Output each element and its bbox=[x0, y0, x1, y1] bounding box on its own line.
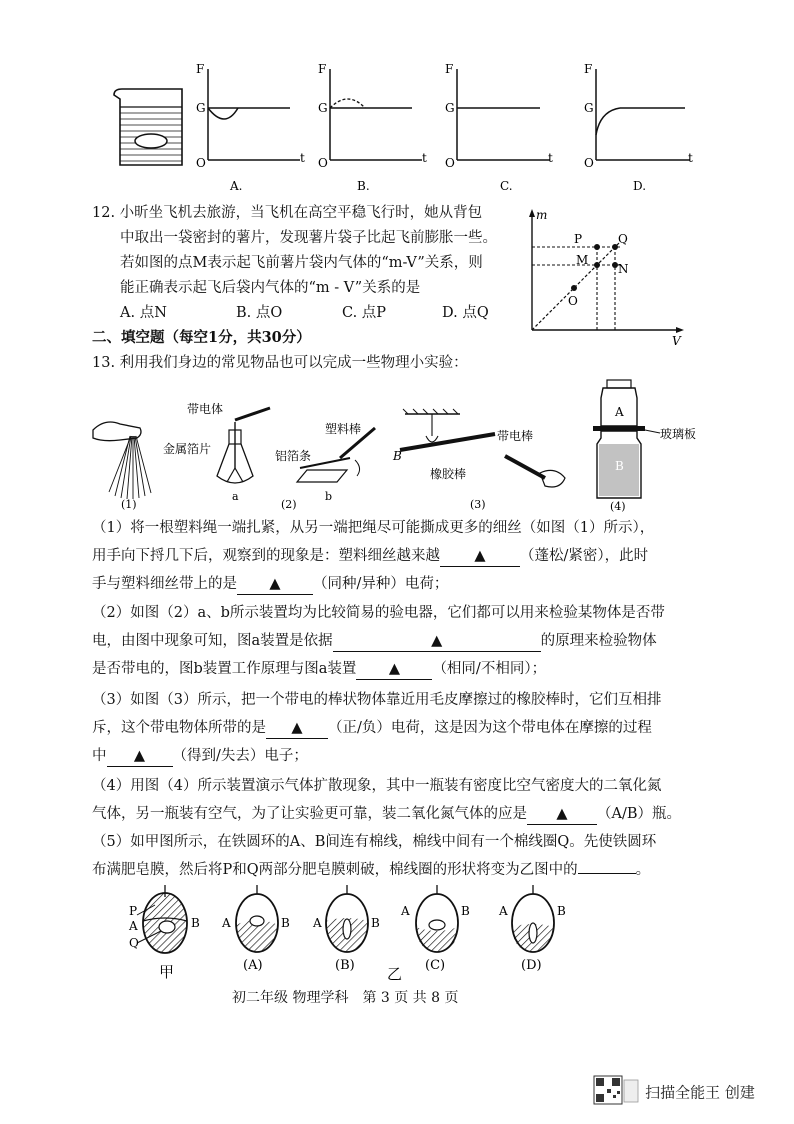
answer-blank[interactable]: ▲ bbox=[237, 574, 313, 595]
ring-option-d bbox=[498, 885, 566, 973]
q13-intro: 13. 利用我们身边的常见物品也可以完成一些物理小实验： bbox=[92, 355, 468, 371]
svg-text:B: B bbox=[191, 916, 200, 930]
svg-text:金属箔片: 金属箔片 bbox=[163, 442, 212, 456]
q12-line3: 若如图的点M表示起飞前薯片袋内气体的“m-V”关系，则 bbox=[120, 255, 483, 271]
svg-text:塑料棒: 塑料棒 bbox=[325, 422, 362, 436]
q13-figures bbox=[85, 378, 697, 513]
graph-d bbox=[584, 62, 693, 170]
fig1-plastic-strands bbox=[93, 422, 151, 511]
q13-p3-l2: 斥，这个带电物体所带的是 ▲ （正/负）电荷，这是因为这个带电体在摩擦的过程 bbox=[92, 718, 652, 739]
svg-text:t: t bbox=[548, 151, 553, 165]
svg-text:B: B bbox=[393, 449, 402, 463]
ring-jia bbox=[128, 885, 200, 981]
fig2a-electroscope bbox=[163, 401, 270, 503]
svg-text:(B): (B) bbox=[335, 958, 355, 973]
q13-p4-l2: 气体，另一瓶装有空气，为了让实验更可靠，装二氧化氮气体的应是 ▲ （A/B）瓶。 bbox=[92, 804, 681, 825]
q12-option-d: D. 点Q bbox=[442, 305, 489, 321]
graph-label-c: C. bbox=[500, 179, 513, 193]
svg-text:M: M bbox=[576, 253, 589, 267]
q12-option-b: B. 点O bbox=[236, 305, 283, 321]
ring-yi-label: 乙 bbox=[387, 965, 403, 983]
svg-text:t: t bbox=[300, 151, 305, 165]
beaker-figure bbox=[114, 89, 182, 165]
svg-text:B: B bbox=[461, 904, 470, 918]
svg-text:P: P bbox=[574, 232, 583, 246]
q12-option-a: A. 点N bbox=[120, 305, 167, 321]
svg-text:(A): (A) bbox=[243, 958, 263, 973]
svg-text:甲: 甲 bbox=[159, 963, 175, 981]
svg-text:P: P bbox=[129, 904, 138, 918]
q13-p5-l1: （5）如甲图所示，在铁圆环的A、B间连有棉线，棉线中间有一个棉线圈Q。先使铁圆环 bbox=[92, 834, 657, 850]
svg-text:G: G bbox=[445, 101, 455, 115]
svg-text:m: m bbox=[536, 208, 548, 222]
svg-text:A: A bbox=[313, 916, 322, 930]
graph-label-b: B. bbox=[357, 179, 370, 193]
q13-p5-l2: 布满肥皂膜，然后将P和Q两部分肥皂膜刺破，棉线圈的形状将变为乙图中的 。 bbox=[92, 862, 651, 878]
svg-text:A: A bbox=[615, 405, 624, 419]
q12-line1: 12. 小昕坐飞机去旅游，当飞机在高空平稳飞行时，她从背包 bbox=[92, 205, 483, 221]
svg-text:A: A bbox=[129, 919, 138, 933]
answer-blank[interactable]: ▲ bbox=[333, 631, 541, 652]
svg-text:橡胶棒: 橡胶棒 bbox=[430, 467, 467, 481]
svg-text:Q: Q bbox=[618, 232, 628, 246]
svg-text:A: A bbox=[222, 916, 231, 930]
svg-text:B: B bbox=[557, 904, 566, 918]
fig4-gas-jars bbox=[593, 380, 696, 513]
ring-option-c bbox=[400, 885, 470, 973]
fig3-rubber-rod bbox=[392, 409, 565, 511]
svg-text:t: t bbox=[422, 151, 427, 165]
q13-p4-l1: （4）用图（4）所示装置演示气体扩散现象，其中一瓶装有密度比空气密度大的二氧化氮 bbox=[92, 778, 662, 794]
q13-p2-l2: 电，由图中现象可知，图a装置是依据 ▲ 的原理来检验物体 bbox=[92, 631, 657, 652]
svg-text:G: G bbox=[318, 101, 328, 115]
svg-text:A: A bbox=[499, 904, 508, 918]
svg-text:a: a bbox=[232, 490, 239, 503]
svg-text:(3): (3) bbox=[470, 498, 486, 511]
svg-text:O: O bbox=[318, 156, 328, 170]
section2-title: 二、填空题（每空1分，共30分） bbox=[92, 329, 311, 346]
svg-text:G: G bbox=[196, 101, 206, 115]
fig2b-aluminum-strip bbox=[275, 421, 375, 511]
graph-b bbox=[318, 62, 427, 170]
q12-m-v-graph bbox=[510, 205, 690, 348]
answer-blank[interactable]: ▲ bbox=[266, 718, 328, 739]
graph-a bbox=[196, 62, 305, 170]
page-footer: 初二年级 物理学科 第 3 页 共 8 页 bbox=[232, 990, 459, 1006]
svg-text:G: G bbox=[584, 101, 594, 115]
svg-text:玻璃板: 玻璃板 bbox=[660, 427, 697, 441]
svg-text:F: F bbox=[196, 62, 205, 76]
svg-text:O: O bbox=[445, 156, 455, 170]
qr-code-icon bbox=[594, 1076, 640, 1108]
q13-p1-l2: 用手向下捋几下后，观察到的现象是：塑料细丝越来越 ▲ （蓬松/紧密），此时 bbox=[92, 546, 648, 567]
svg-text:V: V bbox=[672, 334, 681, 348]
svg-text:N: N bbox=[618, 262, 629, 276]
svg-text:O: O bbox=[584, 156, 594, 170]
svg-text:(D): (D) bbox=[521, 958, 542, 973]
svg-text:(1): (1) bbox=[121, 498, 137, 511]
q13-p1-l1: （1）将一根塑料绳一端扎紧，从另一端把绳尽可能撕成更多的细丝（如图（1）所示）， bbox=[92, 520, 655, 536]
graph-label-a: A. bbox=[230, 179, 243, 193]
svg-text:带电棒: 带电棒 bbox=[497, 429, 534, 443]
q13-p2-l1: （2）如图（2）a、b所示装置均为比较简易的验电器，它们都可以用来检验某物体是否带 bbox=[92, 605, 665, 621]
q12-line4: 能正确表示起飞后袋内气体的“m - V”关系的是 bbox=[120, 280, 421, 296]
svg-text:F: F bbox=[445, 62, 454, 76]
svg-text:带电体: 带电体 bbox=[187, 402, 224, 416]
answer-blank[interactable]: ▲ bbox=[440, 546, 520, 567]
answer-blank[interactable]: ▲ bbox=[527, 804, 597, 825]
svg-text:铝箔条: 铝箔条 bbox=[275, 449, 312, 463]
answer-blank[interactable]: ▲ bbox=[356, 659, 432, 680]
svg-text:(4): (4) bbox=[610, 500, 626, 513]
answer-blank[interactable]: ▲ bbox=[107, 746, 173, 767]
svg-text:O: O bbox=[196, 156, 206, 170]
svg-text:F: F bbox=[318, 62, 327, 76]
svg-text:(2): (2) bbox=[281, 498, 297, 511]
svg-text:Q: Q bbox=[129, 936, 139, 950]
svg-text:B: B bbox=[615, 459, 624, 473]
q13-p3-l1: （3）如图（3）所示，把一个带电的棒状物体靠近用毛皮摩擦过的橡胶棒时，它们互相排 bbox=[92, 692, 662, 708]
soap-film-rings bbox=[115, 885, 585, 990]
svg-text:F: F bbox=[584, 62, 593, 76]
graph-label-d: D. bbox=[633, 179, 647, 193]
ring-option-b bbox=[312, 885, 380, 973]
svg-text:A: A bbox=[401, 904, 410, 918]
q12-option-c: C. 点P bbox=[342, 305, 387, 321]
q12-line2: 中取出一袋密封的薯片，发现薯片袋子比起飞前膨胀一些。 bbox=[120, 230, 497, 246]
svg-text:(C): (C) bbox=[425, 958, 446, 973]
svg-text:B: B bbox=[371, 916, 380, 930]
svg-text:t: t bbox=[688, 151, 693, 165]
scanner-watermark: 扫描全能王 创建 bbox=[594, 1076, 755, 1108]
ring-option-a bbox=[221, 885, 290, 973]
q13-p1-l3: 手与塑料细丝带上的是 ▲ （同种/异种）电荷； bbox=[92, 574, 448, 595]
q13-p3-l3: 中 ▲ （得到/失去）电子； bbox=[92, 746, 308, 767]
svg-text:B: B bbox=[281, 916, 290, 930]
svg-text:O: O bbox=[568, 294, 578, 308]
top-option-graphs bbox=[100, 55, 720, 200]
q13-p2-l3: 是否带电的，图b装置工作原理与图a装置 ▲ （相同/不相同）； bbox=[92, 659, 546, 680]
svg-text:b: b bbox=[325, 490, 333, 503]
answer-blank[interactable] bbox=[578, 873, 636, 874]
graph-c bbox=[445, 62, 553, 170]
